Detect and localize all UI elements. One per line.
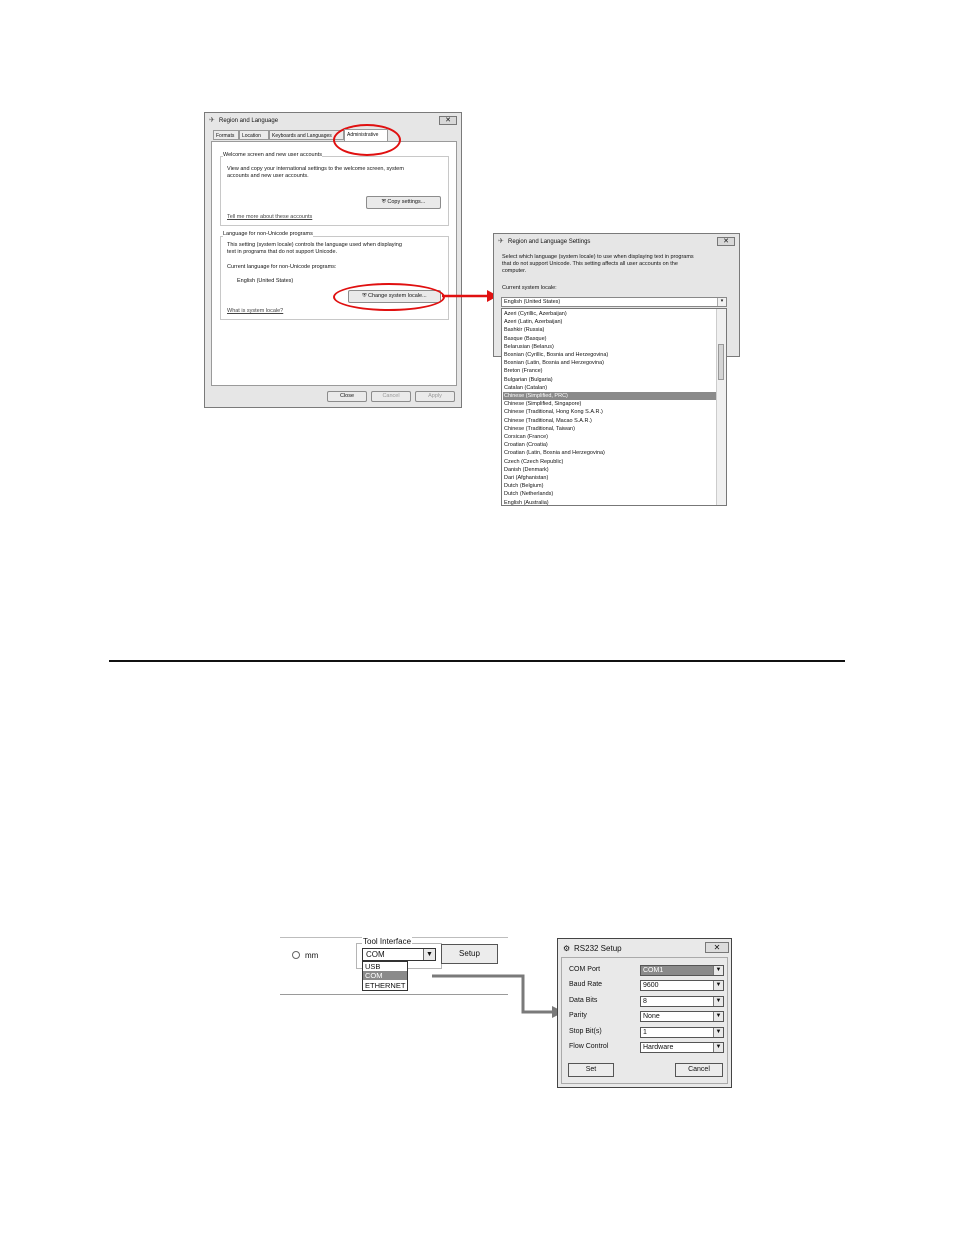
welcome-desc-1: View and copy your international settings to the welcome screen, system [227,166,404,172]
chevron-down-icon[interactable]: ▼ [713,997,723,1006]
chevron-down-icon[interactable]: ▼ [423,949,435,960]
change-system-locale-button[interactable]: ⛨ Change system locale... [348,290,441,303]
locale-list-item[interactable]: Bosnian (Latin, Bosnia and Herzegovina) [504,360,604,367]
rs232-setup-window [557,938,732,1088]
interface-option[interactable]: ETHERNET [365,980,406,990]
chevron-down-icon[interactable]: ▼ [713,1012,723,1021]
window-titlebar [205,113,461,129]
rs232-field-value: 1 [643,1028,647,1036]
rs232-field-dropdown[interactable] [640,980,724,991]
unicode-desc-2: text in programs that do not support Unicode. [227,249,338,255]
rs232-field-dropdown[interactable] [640,965,724,976]
locale-list-item[interactable]: Dari (Afghanistan) [504,475,549,481]
locale-list-item[interactable]: Bashkir (Russia) [504,327,545,334]
rs232-close-button[interactable] [705,942,729,953]
rs232-cancel-button[interactable]: Cancel [675,1063,723,1077]
window-title: Region and Language [219,118,279,124]
current-language-label: Current language for non-Unicode programs: [227,264,337,270]
copy-settings-button[interactable]: ⛨ Copy settings... [366,196,441,209]
rs232-field-label: Stop Bit(s) [569,1027,602,1035]
shield-icon: ⛨ [362,293,367,299]
shield-icon: ⛨ [381,199,386,205]
locale-list-item[interactable]: Corsican (France) [504,434,549,440]
tell-me-more-link[interactable]: Tell me more about these accounts [227,214,313,220]
interface-option[interactable]: USB [365,962,381,971]
rs232-field-dropdown[interactable] [640,1027,724,1038]
rs232-field-value: 9600 [643,982,659,990]
settings-desc-2: that do not support Unicode. This setting affects all user accounts on the [502,261,678,267]
current-language-value: English (United States) [237,278,294,284]
locale-scrollbar[interactable] [716,309,726,505]
settings-desc-3: computer. [502,268,527,274]
apply-button[interactable]: Apply [415,391,455,402]
rs232-field-dropdown[interactable] [640,1011,724,1022]
locale-list-item[interactable]: Croatian (Croatia) [504,442,548,449]
locale-list-item[interactable]: English (Australia) [504,499,549,506]
close-icon: ✕ [723,238,729,245]
rs232-field-value: Hardware [643,1044,674,1051]
locale-list-item[interactable]: Bosnian (Cyrillic, Bosnia and Herzegovina) [504,352,609,358]
unicode-desc-1: This setting (system locale) controls the language used when displaying [227,242,402,248]
locale-list-item[interactable]: Breton (France) [504,368,543,375]
locale-list-item[interactable]: Chinese (Simplified, Singapore) [504,401,582,408]
scrollbar-thumb[interactable] [718,344,724,380]
locale-list-item[interactable]: Azeri (Cyrillic, Azerbaijan) [504,311,567,317]
locale-list-item[interactable]: Danish (Denmark) [504,466,549,473]
locale-list-item[interactable]: Chinese (Traditional, Taiwan) [504,425,575,432]
rs232-field-label: Data Bits [569,996,598,1004]
locale-list-item[interactable]: Azeri (Latin, Azerbaijan) [504,319,563,326]
close-window-button[interactable] [439,116,457,125]
globe-icon: ✈ [209,117,215,124]
setup-button[interactable]: Setup [441,944,498,964]
locale-list-item[interactable]: Belarusian (Belarus) [504,343,554,350]
locale-list-item[interactable]: Basque (Basque) [504,335,547,342]
chevron-down-icon[interactable]: ▼ [713,966,723,975]
rs232-field-value: COM1 [643,967,664,974]
tool-interface-dropdown[interactable]: COM ▼ [362,948,436,961]
settings-titlebar [494,234,739,250]
tab-administrative[interactable]: Administrative [344,129,388,141]
rs232-field-label: Baud Rate [569,981,603,989]
tab-formats[interactable]: Formats [213,130,239,140]
rs232-field-label: COM Port [569,966,601,973]
interface-options-list[interactable] [362,961,408,991]
cancel-button[interactable]: Cancel [371,391,411,402]
locale-list-item[interactable]: Croatian (Latin, Bosnia and Herzegovina) [504,450,605,457]
locale-list-item[interactable]: Czech (Czech Republic) [504,458,564,465]
red-arrow [440,289,500,303]
set-button[interactable]: Set [568,1063,614,1077]
welcome-group-label: Welcome screen and new user accounts [223,152,322,158]
gray-arrow [430,970,570,1020]
system-locale-dropdown[interactable]: English (United States) ▾ [501,297,727,307]
mm-radio-label: mm [305,951,319,960]
rs232-field-label: Flow Control [569,1043,609,1050]
administrative-panel [211,141,457,386]
tab-location[interactable]: Location [239,130,269,140]
globe-icon: ✈ [498,238,504,245]
rs232-field-label: Parity [569,1012,587,1020]
chevron-down-icon[interactable]: ▾ [717,298,726,306]
what-is-system-locale-link[interactable]: What is system locale? [227,308,284,314]
locale-list-item[interactable]: Dutch (Netherlands) [504,491,554,498]
rs232-field-value: None [643,1013,660,1021]
rs232-field-value: 8 [643,997,647,1005]
locale-list[interactable] [501,308,727,506]
locale-list-item[interactable]: Chinese (Traditional, Hong Kong S.A.R.) [504,409,603,416]
chevron-down-icon[interactable]: ▼ [713,981,723,990]
system-locale-label: Current system locale: [502,285,557,291]
close-button[interactable]: Close [327,391,367,402]
gear-icon: ⚙ [563,944,571,953]
region-language-window [204,112,462,408]
locale-list-item[interactable]: Dutch (Belgium) [504,483,544,490]
rs232-field-dropdown[interactable] [640,996,724,1007]
locale-list-item[interactable]: Chinese (Simplified, PRC) [503,392,716,400]
settings-close-button[interactable] [717,237,735,246]
locale-list-item[interactable]: Catalan (Catalan) [504,384,548,391]
rs232-title: RS232 Setup [574,944,622,953]
settings-title: Region and Language Settings [508,239,591,245]
rs232-field-dropdown[interactable] [640,1042,724,1053]
close-icon: ✕ [445,117,451,124]
chevron-down-icon[interactable]: ▼ [713,1028,723,1037]
settings-desc-1: Select which language (system locale) to use when displaying text in programs [502,254,694,260]
section-divider [109,660,845,662]
welcome-desc-2: accounts and new user accounts. [227,173,309,179]
close-icon: ✕ [713,943,721,952]
tab-keyboards-languages[interactable]: Keyboards and Languages [269,130,344,140]
chevron-down-icon[interactable]: ▼ [713,1043,723,1052]
mm-radio[interactable] [292,951,300,959]
tool-interface-label: Tool Interface [363,937,412,946]
locale-list-item[interactable]: Bulgarian (Bulgaria) [504,376,553,383]
interface-option[interactable]: COM [363,971,407,980]
locale-list-item[interactable]: Chinese (Traditional, Macao S.A.R.) [504,417,592,424]
unicode-group-label: Language for non-Unicode programs [223,231,313,237]
change-locale-highlight [333,283,445,311]
